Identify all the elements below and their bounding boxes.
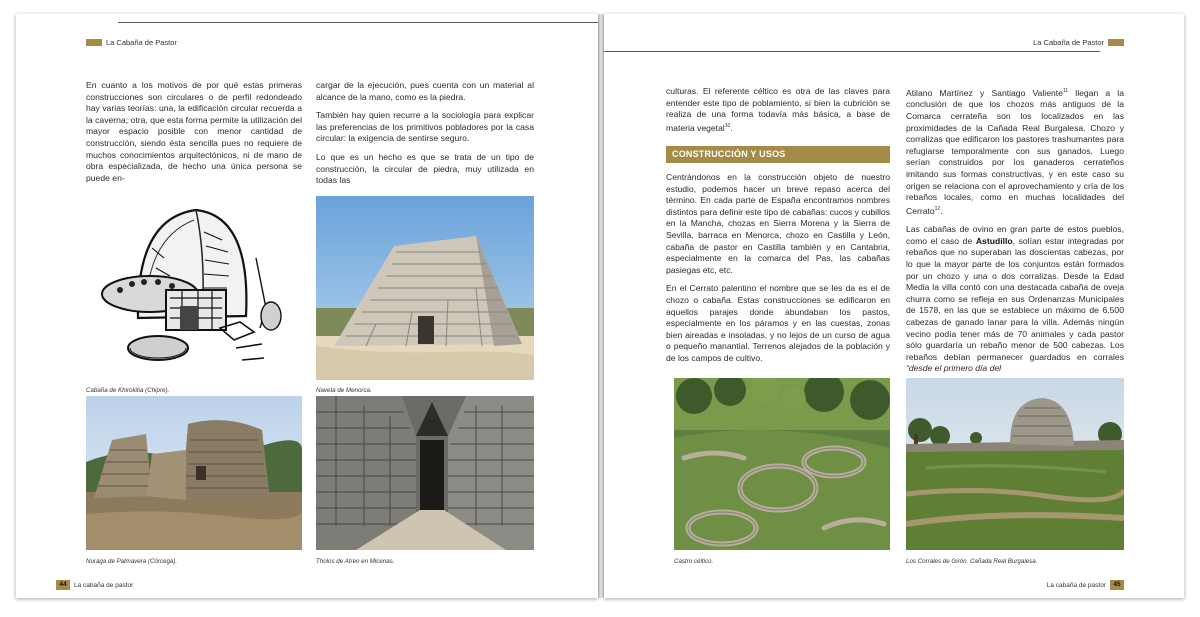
text-column-1 [666, 86, 890, 141]
header-accent-bar [1108, 39, 1124, 46]
photo-naveta [316, 196, 534, 380]
paragraph: cargar de la ejecución, pues cuenta con un material al alcance de la mano, como es la piedra. [316, 80, 534, 102]
text-column-2 [316, 80, 534, 194]
photo-khirokitia [86, 198, 302, 380]
photo-castro [674, 378, 890, 550]
photo-tholos [316, 396, 534, 550]
paragraph: En el Cerrato palentino el nombre que se les da es el de chozo o cabaña. Estas construcciones se edificaron en aquellos parajes donde abundaban los pastos, especialmente en los páramos y en las cuestas, zonas bien aireadas e insoladas, y no lejos de un curso de agua o pequeño manantial. Terrenos alejados de la población y de los campos de cultivo. [666, 283, 890, 363]
page-footer [1047, 580, 1124, 590]
caption-naveta: Naveta de Menorca. [316, 387, 372, 394]
left-page [16, 14, 598, 598]
running-header [1033, 38, 1124, 46]
caption-corrales: Los Corrales de Girón. Cañada Real Burgalesa. [906, 558, 1038, 565]
paragraph: También hay quien recurre a la sociología para explicar las preferencias de los primitivos pobladores por la casa circular: la exigencia de sentirse seguro. [316, 110, 534, 144]
text-column-2 [906, 86, 1124, 382]
section-heading: CONSTRUCCIÓN Y USOS [666, 146, 890, 163]
paragraph: Las cabañas de ovino en gran parte de estos pueblos, como el caso de Astudillo, solían estar integradas por rebaños que no superaban las doscientas cabezas, por lo que la mayor parte de los conjuntos están formados por un chozo y una o dos corralizas. Desde la Edad Media la villa contó con una destacada cabaña de oveja churra como se refleja en sus Ordenanzas Municipales de 1578, en las que se establece un máximo de 6.500 cabezas de ganado lanar para la villa. Además ningún vecino podía tener más de 70 animales y cada pastor sólo guardaría un rebaño menor de 500 cabezas. Los rebaños debían permanecer guardados en corrales “desde el primero día del [906, 224, 1125, 374]
text-column-1 [86, 80, 302, 191]
photo-corrales [906, 378, 1124, 550]
paragraph: Lo que es un hecho es que se trata de un tipo de construcción, la circular de piedra, muy utilizada en todas las [316, 151, 534, 186]
photo-nuraga [86, 396, 302, 550]
paragraph: culturas. El referente céltico es otra de las claves para entender este tipo de poblamiento, si bien la cubrición se realiza de una forma todavía más básica, a base de materia vegetal$^{10}$. [666, 86, 890, 133]
footer-title: La cabaña de pastor [1046, 581, 1106, 589]
caption-tholos: Tholos de Atreo en Micenas. [316, 558, 395, 565]
paragraph: Atilano Martínez y Santiago Valiente$^{11}$ llegan a la conclusión de que los chozos más antiguos de la Comarca cerrateña son los localizados en las proximidades de la Cañada Real Burgalesa. Chozo y corralizas que edificaron los pastores trashumantes para refugiarse temporalmente con sus ganados. Luego serían construidos por los ganaderos cerrateños imitando sus formas constructivas, y en este caso su origen se relaciona con el aprovechamiento y cría de los rebaños locales, como en muchas localidades del Cerrato$^{12}$. [906, 87, 1124, 216]
footer-title: La cabaña de pastor [74, 581, 134, 589]
paragraph: En cuanto a los motivos de por qué estas primeras construcciones son circulares o de perfil redondeado hay varias teorías: una, la edificación circular recuerda a la caverna; otra, que esta forma permite la utilización del mayor espacio posible con menor cantidad de construcción, siendo ésta sencilla pues no requiere de muchos conocimientos arquitectónicos, ni de mano de obra especializada, de hecho una única persona se puede en- [86, 80, 302, 183]
text-column-1-cont [666, 172, 890, 372]
header-title: La Cabaña de Pastor [1033, 37, 1104, 47]
header-title: La Cabaña de Pastor [106, 37, 177, 47]
page-footer [56, 580, 133, 590]
header-accent-bar [86, 39, 102, 46]
running-header [86, 38, 177, 46]
caption-khirokitia: Cabaña de Khirokitia (Chipre). [86, 387, 170, 394]
caption-castro: Castro céltico. [674, 558, 714, 565]
header-rule [604, 51, 1100, 52]
right-page [604, 14, 1184, 598]
page-number: 45 [1110, 580, 1124, 590]
paragraph: Centrándonos en la construcción objeto de nuestro estudio, podemos hacer un breve repaso acerca del término. En cada parte de España encontramos nombres distintos para definir este tipo de cabañas: cucos y cubillos en la Mancha, chozas en Sierra Morena y la Sierra de Sevilla, barraca en Menorca, chozo en Castilla y León, cabaña de pastor en Castilla también y en Cantabria, especialmente en la comarca del Pas, las cabañas pasiegas etc, etc. [666, 172, 890, 275]
header-rule [118, 22, 598, 23]
caption-nuraga: Nuraga de Palmavera (Córcega). [86, 558, 178, 565]
page-number: 44 [56, 580, 70, 590]
